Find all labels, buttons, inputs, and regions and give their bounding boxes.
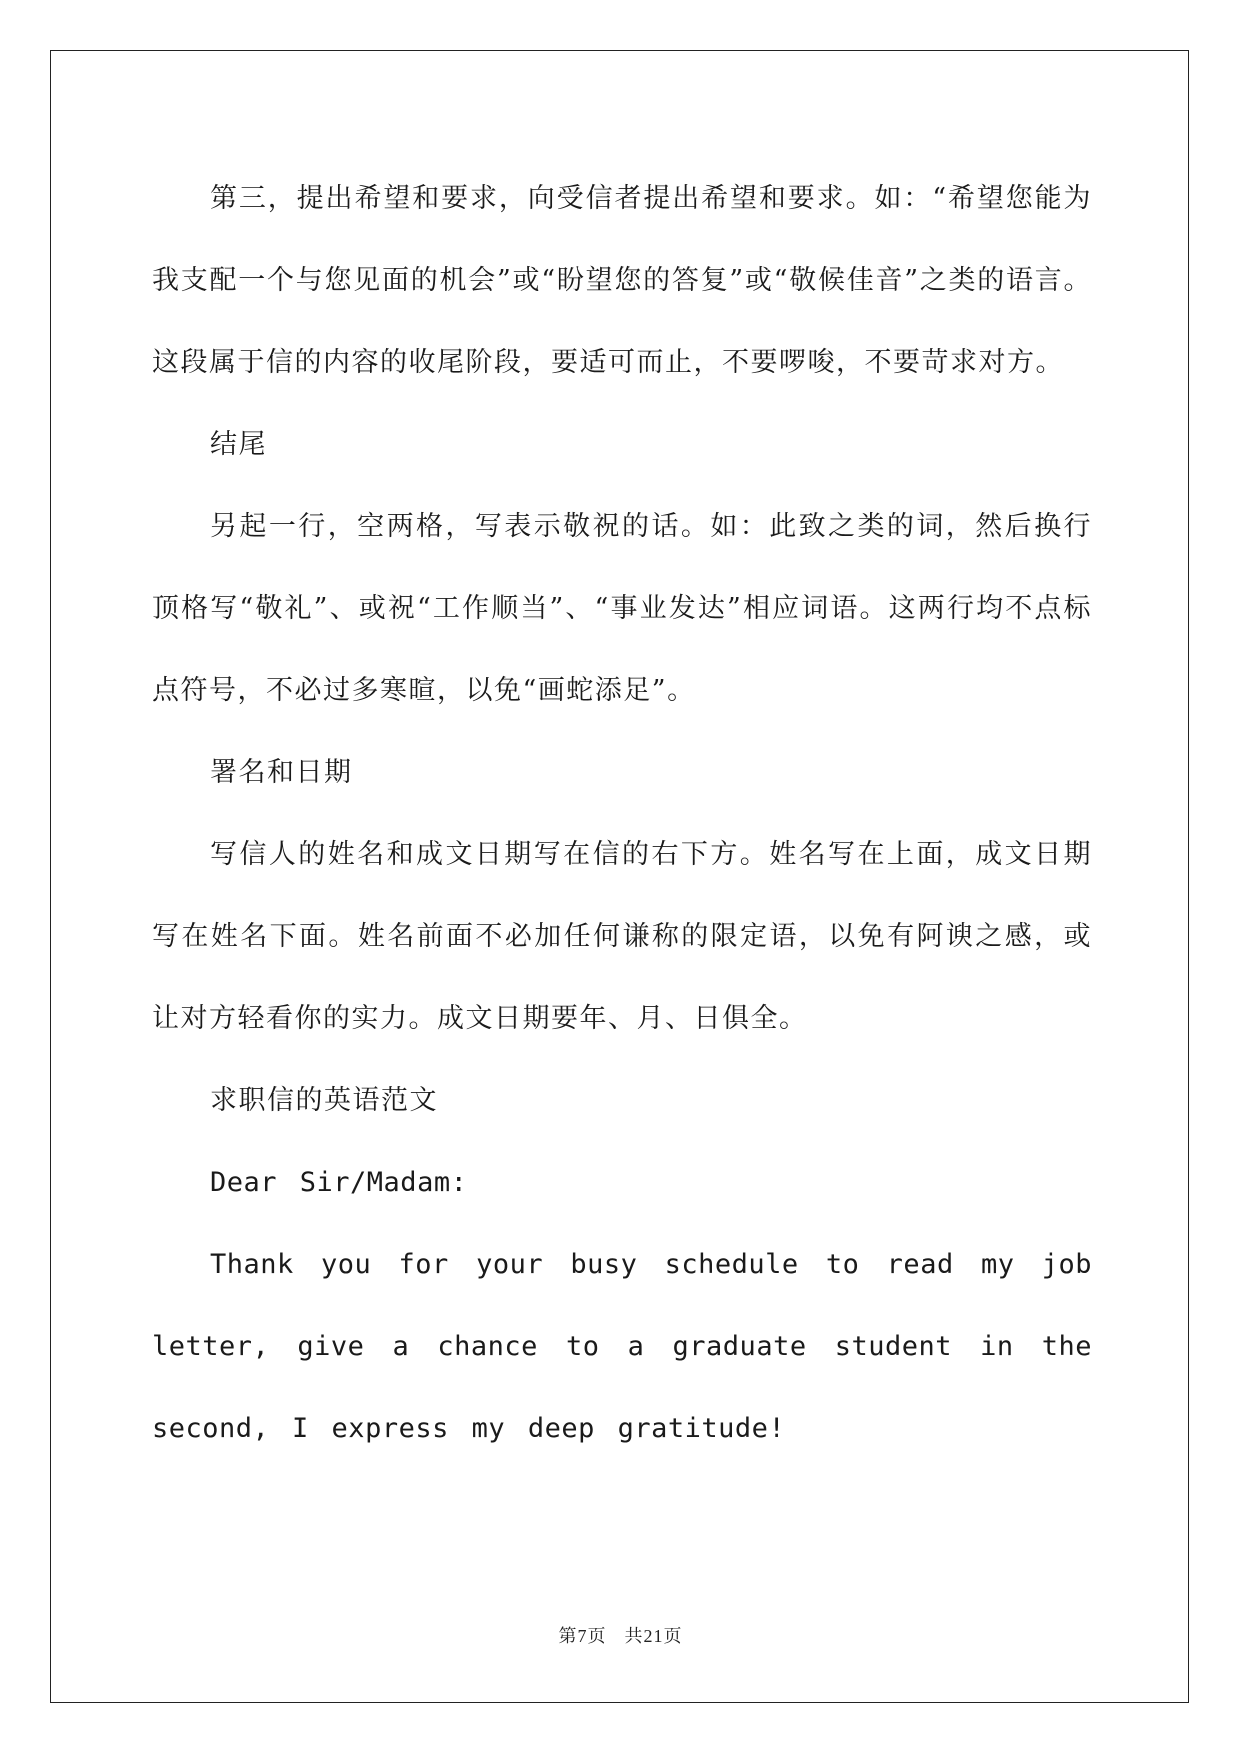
page-total: 共21页 [624,1626,683,1646]
paragraph-signature-date: 写信人的姓名和成文日期写在信的右下方。姓名写在上面，成文日期写在姓名下面。姓名前面不必加任何谦称的限定语，以免有阿谀之感，或让对方轻看你的实力。成文日期要年、月、日俱全。 [152,839,1092,1034]
paragraph-third-point: 第三，提出希望和要求，向受信者提出希望和要求。如：“希望您能为我支配一个与您见面的机会”或“盼望您的答复”或“敬候佳音”之类的语言。这段属于信的内容的收尾阶段，要适可而止，不要啰唆，不要苛求对方。 [152,183,1092,378]
section-heading-english-sample: 求职信的英语范文 [210,1085,438,1116]
paragraph-ending: 另起一行，空两格，写表示敬祝的话。如：此致之类的词，然后换行顶格写“敬礼”、或祝“工作顺当”、“事业发达”相应词语。这两行均不点标点符号，不必过多寒暄，以免“画蛇添足”。 [152,511,1092,706]
section-heading-ending: 结尾 [210,429,267,460]
document-body [152,158,1092,1470]
english-salutation: Dear Sir/Madam: [210,1167,468,1198]
section-heading-signature-date: 署名和日期 [210,757,353,788]
page-number: 第7页 [558,1626,607,1646]
english-paragraph: Thank you for your busy schedule to read my job letter, give a chance to a graduate student in the second, I express my deep gratitude! [152,1249,1092,1444]
page-footer [0,1622,1241,1648]
